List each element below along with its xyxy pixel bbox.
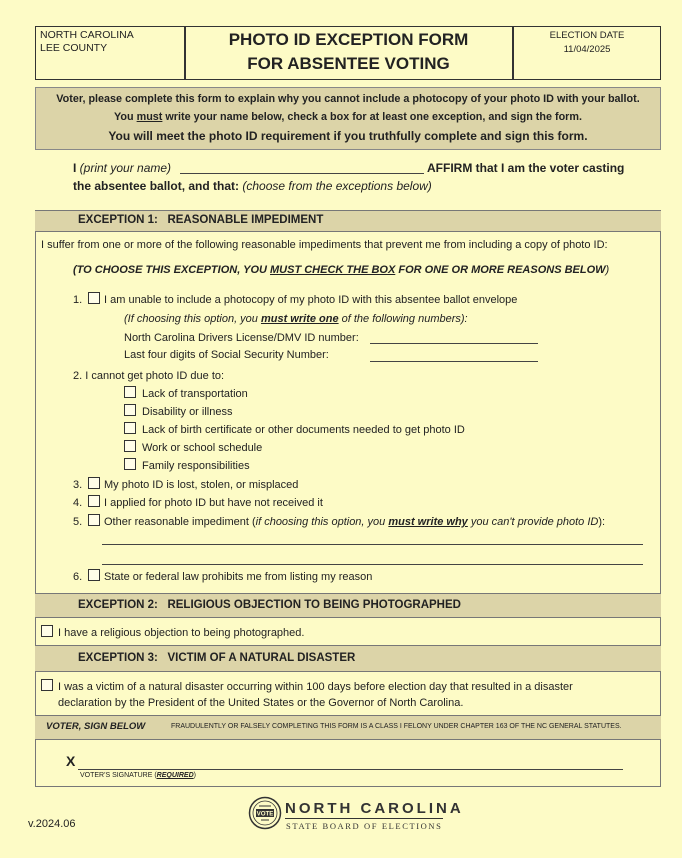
item5-label: Other reasonable impediment (if choosing this option, you must write why you can't provide photo ID): — [104, 516, 606, 528]
item6-label: State or federal law prohibits me from listing my reason — [104, 571, 373, 583]
header-county: LEE COUNTY — [40, 42, 108, 54]
org-name: NORTH CAROLINA — [285, 800, 464, 817]
election-date-value: 11/04/2025 — [563, 44, 611, 55]
reason-transportation-label: Lack of transportation — [142, 388, 248, 400]
item6-checkbox[interactable] — [88, 569, 100, 581]
affirm-line1: I (print your name) — [73, 161, 172, 175]
reason-transportation-checkbox[interactable] — [124, 386, 136, 398]
exception1-instruction: (TO CHOOSE THIS EXCEPTION, YOU MUST CHECK THE BOX FOR ONE OR MORE REASONS BELOW) — [73, 264, 610, 276]
print-name-field[interactable] — [180, 158, 424, 174]
reason-family-checkbox[interactable] — [124, 458, 136, 470]
item1-checkbox[interactable] — [88, 292, 100, 304]
ssn-field[interactable] — [370, 348, 538, 362]
item1-instruction: (If choosing this option, you must write one of the following numbers): — [124, 313, 468, 325]
item6-number: 6. — [73, 571, 83, 583]
reason-documents-checkbox[interactable] — [124, 422, 136, 434]
item1-label: I am unable to include a photocopy of my photo ID with this absentee ballot envelope — [104, 294, 518, 306]
dmv-label: North Carolina Drivers License/DMV ID number: — [124, 332, 359, 344]
religious-objection-checkbox[interactable] — [41, 625, 53, 637]
signature-caption: VOTER'S SIGNATURE (REQUIRED) — [80, 772, 196, 779]
item3-checkbox[interactable] — [88, 477, 100, 489]
intro-line1: Voter, please complete this form to explain why you cannot include a photocopy of your photo ID with your ballot. — [56, 93, 640, 105]
affirm-text: AFFIRM that I am the voter casting — [427, 161, 625, 175]
form-version: v.2024.06 — [28, 818, 76, 830]
affirm-line2: the absentee ballot, and that: (choose from the exceptions below) — [73, 179, 432, 193]
felony-warning: FRAUDULENTLY OR FALSELY COMPLETING THIS FORM IS A CLASS I FELONY UNDER CHAPTER 163 OF THE NC GENERAL STATUTES. — [171, 723, 622, 730]
item4-number: 4. — [73, 497, 83, 509]
vote-seal-label: VOTE — [256, 810, 274, 818]
item3-label: My photo ID is lost, stolen, or misplaced — [104, 479, 299, 491]
exception1-intro: I suffer from one or more of the following reasonable impediments that prevent me from including a copy of photo ID: — [41, 239, 608, 251]
exception1-title: EXCEPTION 1: REASONABLE IMPEDIMENT — [78, 214, 324, 226]
intro-line3: You will meet the photo ID requirement if you truthfully complete and sign this form. — [108, 129, 588, 143]
election-date-label: ELECTION DATE — [549, 30, 625, 41]
form-title-line1: PHOTO ID EXCEPTION FORM — [228, 30, 469, 49]
header-state: NORTH CAROLINA — [40, 29, 134, 41]
item2-label: 2. I cannot get photo ID due to: — [73, 370, 225, 382]
item4-label: I applied for photo ID but have not received it — [104, 497, 323, 509]
org-subtitle: STATE BOARD OF ELECTIONS — [286, 821, 443, 831]
natural-disaster-checkbox[interactable] — [41, 679, 53, 691]
org-divider — [285, 818, 443, 819]
exception2-title: EXCEPTION 2: RELIGIOUS OBJECTION TO BEING PHOTOGRAPHED — [78, 599, 461, 611]
item5-reason-line2[interactable] — [102, 552, 643, 565]
item3-number: 3. — [73, 479, 83, 491]
item5-checkbox[interactable] — [88, 514, 100, 526]
signature-x: X — [66, 753, 76, 769]
ssn-label: Last four digits of Social Security Number: — [124, 349, 329, 361]
reason-schedule-checkbox[interactable] — [124, 440, 136, 452]
vote-seal-icon — [248, 796, 282, 830]
form-title-line2: FOR ABSENTEE VOTING — [247, 54, 450, 73]
natural-disaster-label-line1: I was a victim of a natural disaster occurring within 100 days before election day that resulted in a disaster — [58, 681, 573, 693]
religious-objection-label: I have a religious objection to being photographed. — [58, 627, 305, 639]
signature-field[interactable] — [78, 755, 623, 770]
item4-checkbox[interactable] — [88, 495, 100, 507]
dmv-number-field[interactable] — [370, 330, 538, 344]
natural-disaster-label-line2: declaration by the President of the United States or the Governor of North Carolina. — [58, 697, 464, 709]
item1-number: 1. — [73, 294, 83, 306]
reason-documents-label: Lack of birth certificate or other documents needed to get photo ID — [142, 424, 465, 436]
item5-reason-line1[interactable] — [102, 532, 643, 545]
item5-number: 5. — [73, 516, 83, 528]
reason-schedule-label: Work or school schedule — [142, 442, 263, 454]
intro-line2: You must write your name below, check a box for at least one exception, and sign the form. — [114, 111, 582, 123]
exception3-title: EXCEPTION 3: VICTIM OF A NATURAL DISASTER — [78, 652, 356, 664]
reason-disability-label: Disability or illness — [142, 406, 233, 418]
signature-header-label: VOTER, SIGN BELOW — [46, 721, 146, 732]
reason-family-label: Family responsibilities — [142, 460, 250, 472]
reason-disability-checkbox[interactable] — [124, 404, 136, 416]
